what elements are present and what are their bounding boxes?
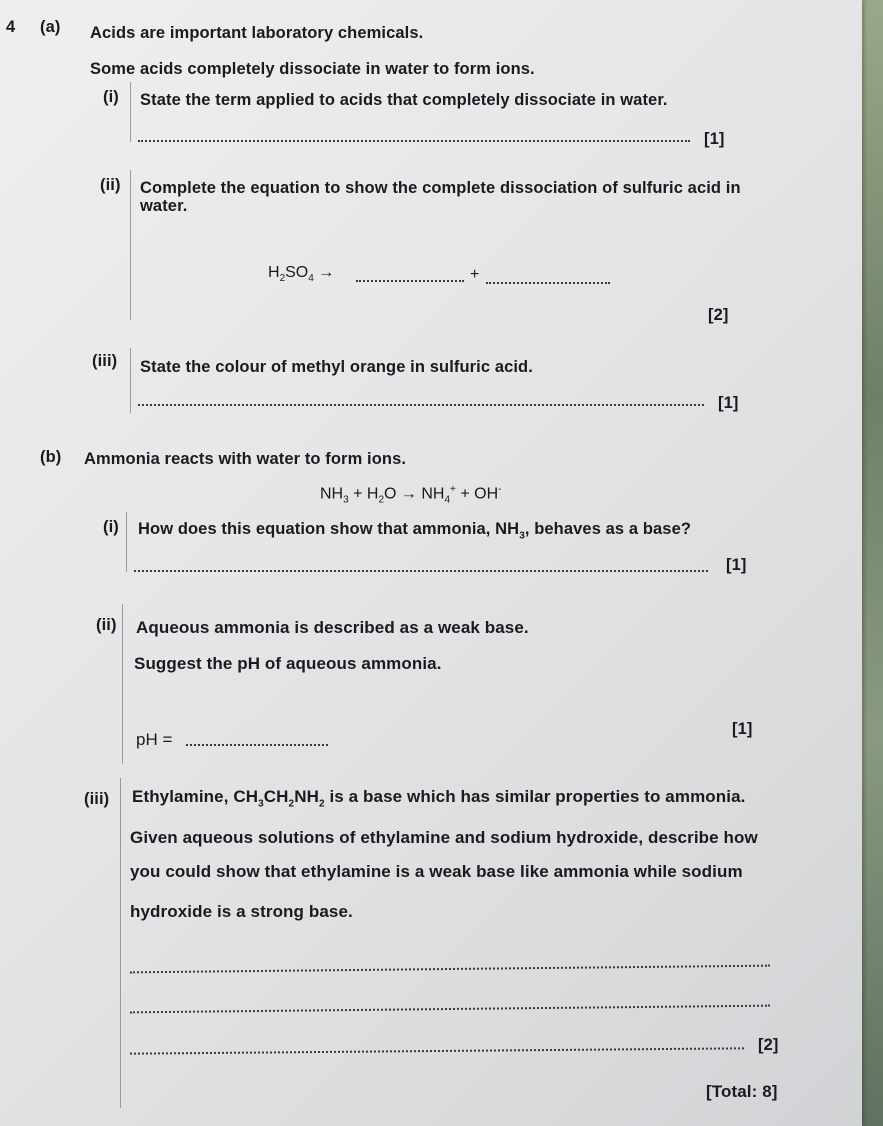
answer-line[interactable] [138,404,704,406]
plus-sign: + [470,266,480,283]
part-a-stem-2: Some acids completely dissociate in water to form ions. [90,60,535,78]
ph-label: pH = [136,730,173,749]
question-text: State the colour of methyl orange in sulfuric acid. [140,358,533,376]
question-text: Suggest the pH of aqueous ammonia. [134,654,442,673]
subpart-label: (ii) [96,616,117,634]
answer-line[interactable] [130,1047,744,1054]
margin-line [130,170,131,320]
answer-blank-2[interactable] [486,282,610,284]
margin-line [120,778,121,1108]
answer-line[interactable] [134,570,708,572]
total-marks: [Total: 8] [706,1082,778,1101]
subpart-label: (i) [103,518,119,536]
question-text: Ethylamine, $CH_3CH_2NH_2$ is a base which has similar properties to ammonia. [132,787,746,810]
margin-line [122,604,123,764]
marks-label: [1] [732,720,753,738]
marks-label: [1] [726,556,747,574]
ph-answer-blank[interactable] [186,744,328,746]
part-a-label: (a) [40,18,61,36]
question-number: 4 [6,18,16,36]
question-text: State the term applied to acids that completely dissociate in water. [140,91,668,109]
ammonia-equation: $NH_3 + H_2O \to NH_4^+ + OH^-$ [320,484,502,506]
question-text: Given aqueous solutions of ethylamine and sodium hydroxide, describe how [130,828,758,847]
question-text: Aqueous ammonia is described as a weak base. [136,618,529,637]
marks-label: [2] [758,1036,779,1054]
marks-label: [1] [704,130,725,148]
part-a-stem-1: Acids are important laboratory chemicals. [90,24,424,42]
question-text: hydroxide is a strong base. [130,902,353,921]
part-b-label: (b) [40,448,62,466]
marks-label: [2] [708,306,729,324]
answer-line[interactable] [130,1005,770,1014]
sulfuric-acid-equation: $H_2SO_4$ → [268,264,335,285]
answer-blank-1[interactable] [356,280,464,282]
answer-line[interactable] [138,140,690,142]
question-text: Complete the equation to show the complete dissociation of sulfuric acid in [140,179,741,197]
marks-label: [1] [718,394,739,412]
subpart-label: (iii) [84,790,110,808]
subpart-label: (i) [103,88,119,106]
question-text: you could show that ethylamine is a weak base like ammonia while sodium [130,862,743,881]
question-text: water. [140,197,188,215]
subpart-label: (iii) [92,352,118,370]
margin-line [130,82,131,142]
answer-line[interactable] [130,965,770,974]
margin-line [126,512,127,572]
part-b-stem: Ammonia reacts with water to form ions. [84,450,407,468]
subpart-label: (ii) [100,176,121,194]
question-text: How does this equation show that ammonia, $NH_3$, behaves as a base? [138,520,692,542]
margin-line [130,348,131,413]
